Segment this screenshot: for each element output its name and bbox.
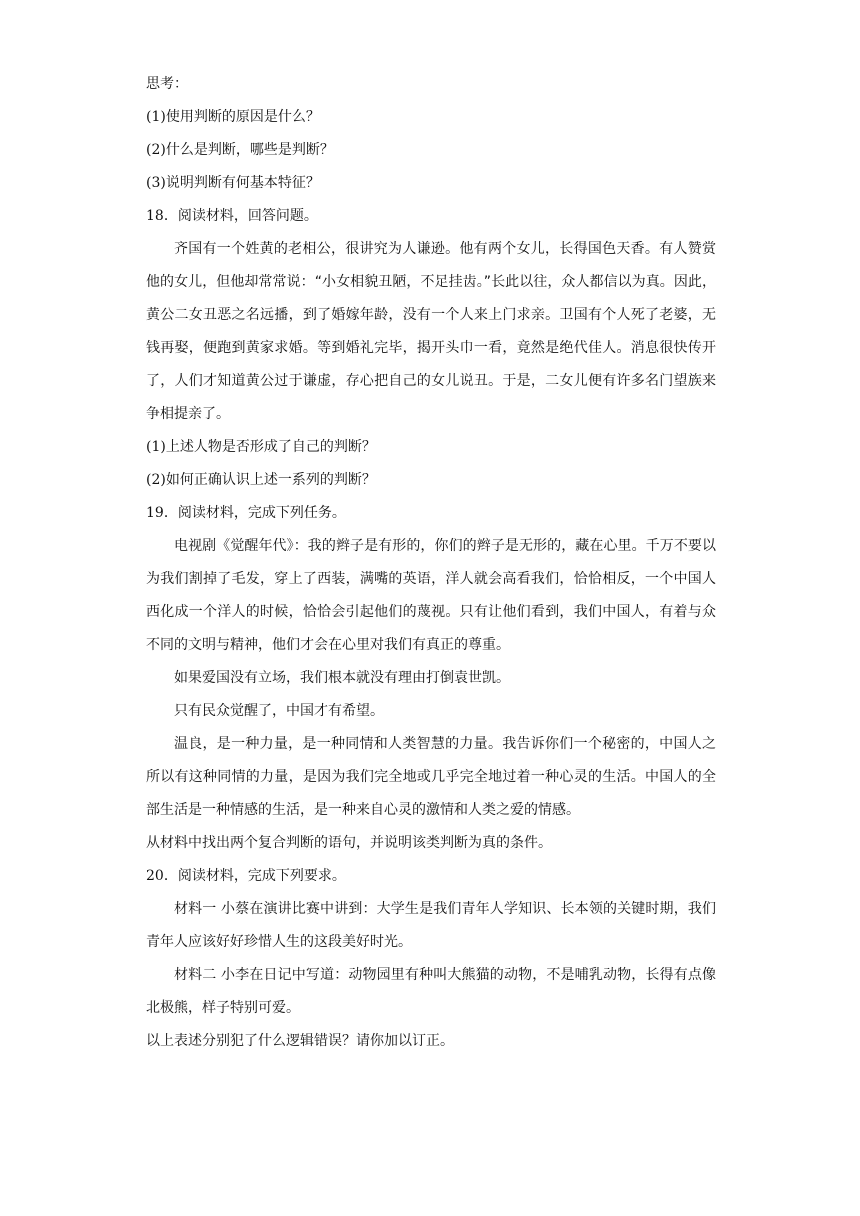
q19-paragraph-1: 电视剧《觉醒年代》：我的辫子是有形的，你们的辫子是无形的，藏在心里。千万不要以为我们割掉了毛发，穿上了西装，满嘴的英语，洋人就会高看我们，恰恰相反，一个中国人西化成一个洋人的时候，恰恰会引起他们的蔑视。只有让他们看到，我们中国人，有着与众不同的文明与精神，他们才会在心里对我们有真正的尊重。 (146, 538, 716, 653)
q19-paragraph-3: 只有民众觉醒了，中国才有希望。 (174, 703, 384, 719)
q18-item-2: (2)如何正确认识上述一系列的判断？ (146, 472, 376, 488)
q19-paragraph-4: 温良，是一种力量，是一种同情和人类智慧的力量。我告诉你们一个秘密的，中国人之所以有这种同情的力量，是因为我们完全地或几乎完全地过着一种心灵的生活。中国人的全部生活是一种情感的生活，是一种来自心灵的激情和人类之爱的情感。 (146, 736, 716, 818)
q17-think-label: 思考： (146, 76, 188, 92)
q18-material: 齐国有一个姓黄的老相公，很讲究为人谦逊。他有两个女儿，长得国色天香。有人赞赏他的女儿，但他却常常说：“小女相貌丑陋，不足挂齿。”长此以往，众人都信以为真。因此，黄公二女丑恶之名远播，到了婚嫁年龄，没有一个人来上门求亲。卫国有个人死了老婆，无钱再娶，便跑到黄家求婚。等到婚礼完毕，揭开头巾一看，竟然是绝代佳人。消息很快传开了，人们才知道黄公过于谦虚，存心把自己的女儿说丑。于是，二女儿便有许多名门望族来争相提亲了。 (146, 241, 716, 422)
q19-task: 从材料中找出两个复合判断的语句，并说明该类判断为真的条件。 (146, 835, 552, 851)
q18-heading: 18．阅读材料，回答问题。 (146, 208, 318, 224)
document-page (146, 68, 716, 1058)
q17-item-3: (3)说明判断有何基本特征？ (146, 175, 320, 191)
q17-item-1: (1)使用判断的原因是什么？ (146, 109, 320, 125)
q19-heading: 19．阅读材料，完成下列任务。 (146, 505, 346, 521)
q20-material-1: 材料一 小蔡在演讲比赛中讲到：大学生是我们青年人学知识、长本领的关键时期，我们青年人应该好好珍惜人生的这段美好时光。 (146, 901, 716, 950)
q19-paragraph-2: 如果爱国没有立场，我们根本就没有理由打倒袁世凯。 (174, 670, 510, 686)
q20-task: 以上表述分别犯了什么逻辑错误？请你加以订正。 (146, 1033, 454, 1049)
q20-heading: 20．阅读材料，完成下列要求。 (146, 868, 346, 884)
q20-material-2: 材料二 小李在日记中写道：动物园里有种叫大熊猫的动物，不是哺乳动物，长得有点像北极熊，样子特别可爱。 (146, 967, 716, 1016)
q17-item-2: (2)什么是判断，哪些是判断？ (146, 142, 334, 158)
q18-item-1: (1)上述人物是否形成了自己的判断？ (146, 439, 376, 455)
